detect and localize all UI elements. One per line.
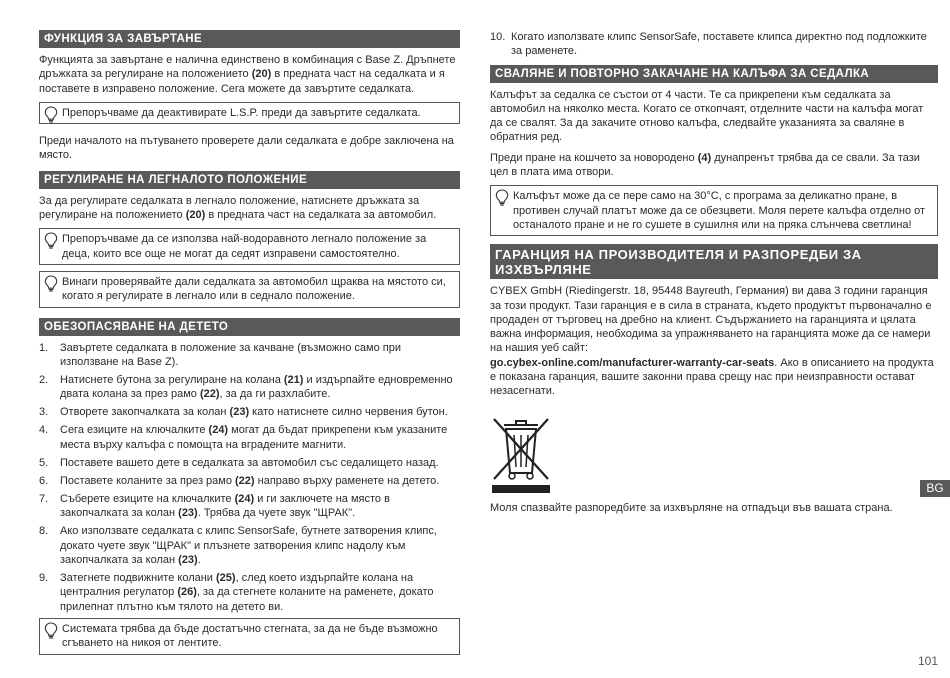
list-item: 10. Когато използвате клипс SensorSafe, поставете клипса директно под подложките за раменете.	[490, 31, 927, 58]
section-header-recline: РЕГУЛИРАНЕ НА ЛЕГНАЛОТО ПОЛОЖЕНИЕ	[39, 171, 460, 189]
right-column	[490, 30, 938, 521]
cover-paragraph: Калъфът за седалка се състои от 4 части. Те са прикрепени към седалката за автомобил на няколко места. Когато се откопчаят, отделните части на калъфа могат да се свалят. За да закачите отново калъфа, следвайте указанията за сваляне в обратния ред.	[490, 88, 924, 144]
list-item: 1. Завъртете седалката в положение за качване (възможно само при използване на Base Z).	[39, 341, 401, 368]
secure-steps-list	[39, 341, 460, 614]
lightbulb-icon	[44, 106, 58, 124]
secure-note: Системата трябва да бъде достатъчно стегната, за да не бъде възможно сгъването на никоя от лентите.	[39, 618, 460, 655]
list-item: 6. Поставете коланите за през рамо (22) направо върху раменете на детето.	[39, 474, 440, 487]
section-header-rotation: ФУНКЦИЯ ЗА ЗАВЪРТАНЕ	[39, 30, 460, 48]
disposal-paragraph: Моля спазвайте разпоредбите за изхвърляне на отпадъци във вашата страна.	[490, 501, 893, 514]
language-tab: BG	[920, 480, 950, 497]
list-item: 2. Натиснете бутона за регулиране на колана (21) и издърпайте едновременно двата колана за през рамо (22), за да ги разхлабите.	[39, 373, 453, 401]
rotation-paragraph: Функцията за завъртане е налична единствено в комбинация с Base Z. Дръпнете дръжката за регулиране на положението (20) в предната част на седалката и я поставете в изправено положение. Сега можете да завъртите седалката.	[39, 54, 456, 95]
warranty-paragraph: CYBEX GmbH (Riedingerstr. 18, 95448 Bayreuth, Германия) ви дава 3 години гаранция за този продукт. Тази гаранция е в сила в страната, където продуктът първоначално е продаден от търговец на дребно на клиент. Съдържанието на гаранцията и цялата важна информация, необходима за упражняването на гаранцията може да се намери на нашия уеб сайт: go.cybex-online.com/manufacturer-warranty-car-seats. Ако в описанието на продукта е показана гаранция, вашите законни права срещу нас при неизправности остават незасегнати.	[490, 285, 934, 398]
section-header-warranty: ГАРАНЦИЯ НА ПРОИЗВОДИТЕЛЯ И РАЗПОРЕДБИ ЗА ИЗХВЪРЛЯНЕ	[490, 244, 938, 279]
lightbulb-icon	[495, 189, 509, 207]
page-number: 101	[918, 654, 939, 668]
lightbulb-icon	[44, 622, 58, 640]
section-header-secure-child: ОБЕЗОПАСЯВАНЕ НА ДЕТЕТО	[39, 318, 460, 336]
lightbulb-icon	[44, 232, 58, 250]
continued-steps-list	[490, 30, 938, 59]
list-item: 9. Затегнете подвижните колани (25), след което издърпайте колана на централния регулатор (26), за да стегнете коланите на раменете, докато прилепнат плътно към тялото на детето ви.	[39, 572, 434, 613]
list-item: 8. Ако използвате седалката с клипс SensorSafe, бутнете затворения клипс, докато чуете звук "ЩРАК" и плъзнете затворения клипс надолу към закопчалката за колан (23).	[39, 525, 437, 566]
list-item: 3. Отворете закопчалката за колан (23) като натиснете силно червения бутон.	[39, 406, 448, 419]
rotation-note: Препоръчваме да деактивирате L.S.P. преди да завъртите седалката.	[39, 102, 460, 124]
section-header-cover: СВАЛЯНЕ И ПОВТОРНО ЗАКАЧАНЕ НА КАЛЪФА ЗА СЕДАЛКА	[490, 65, 938, 83]
recline-note-1: Препоръчваме да се използва най-водоравното легнало положение за деца, които все още не могат да седят изправени самостоятелно.	[39, 228, 460, 265]
rotation-check-paragraph: Преди началото на пътуването проверете дали седалката е добре заключена на място.	[39, 135, 454, 162]
cover-wash-paragraph: Преди пране на кошчето за новородено (4) дунапренът трябва да се свали. За тази цел в плата има отвори.	[490, 151, 920, 179]
lightbulb-icon	[44, 275, 58, 293]
left-column	[39, 30, 460, 661]
recline-paragraph: За да регулирате седалката в легнало положение, натиснете дръжката за регулиране на положението (20) в предната част на седалката за автомобил.	[39, 194, 437, 222]
warranty-link[interactable]: go.cybex-online.com/manufacturer-warranty-car-seats	[490, 356, 775, 369]
list-item: 5. Поставете вашето дете в седалката за автомобил със седалището назад.	[39, 456, 439, 469]
crossed-out-bin-icon	[490, 413, 552, 493]
cover-note: Калъфът може да се пере само на 30°C, с програма за деликатно пране, в противен случай платът може да се обезцвети. Моля перете калъфа отделно от останалото пране и не го сушете в сушилня или на пряка слънчева светлина!	[490, 185, 938, 236]
recline-note-2: Винаги проверявайте дали седалката за автомобил щраква на мястото си, когато я регулирате в легнало или в седнало положение.	[39, 271, 460, 308]
list-item: 4. Сега езиците на ключалките (24) могат да бъдат прикрепени към указаните места върху калъфа с помощта на вградените магнити.	[39, 424, 448, 451]
list-item: 7. Съберете езиците на ключалките (24) и ги заключете на място в закопчалката за колан (23). Трябва да чуете звук "ЩРАК".	[39, 493, 390, 520]
